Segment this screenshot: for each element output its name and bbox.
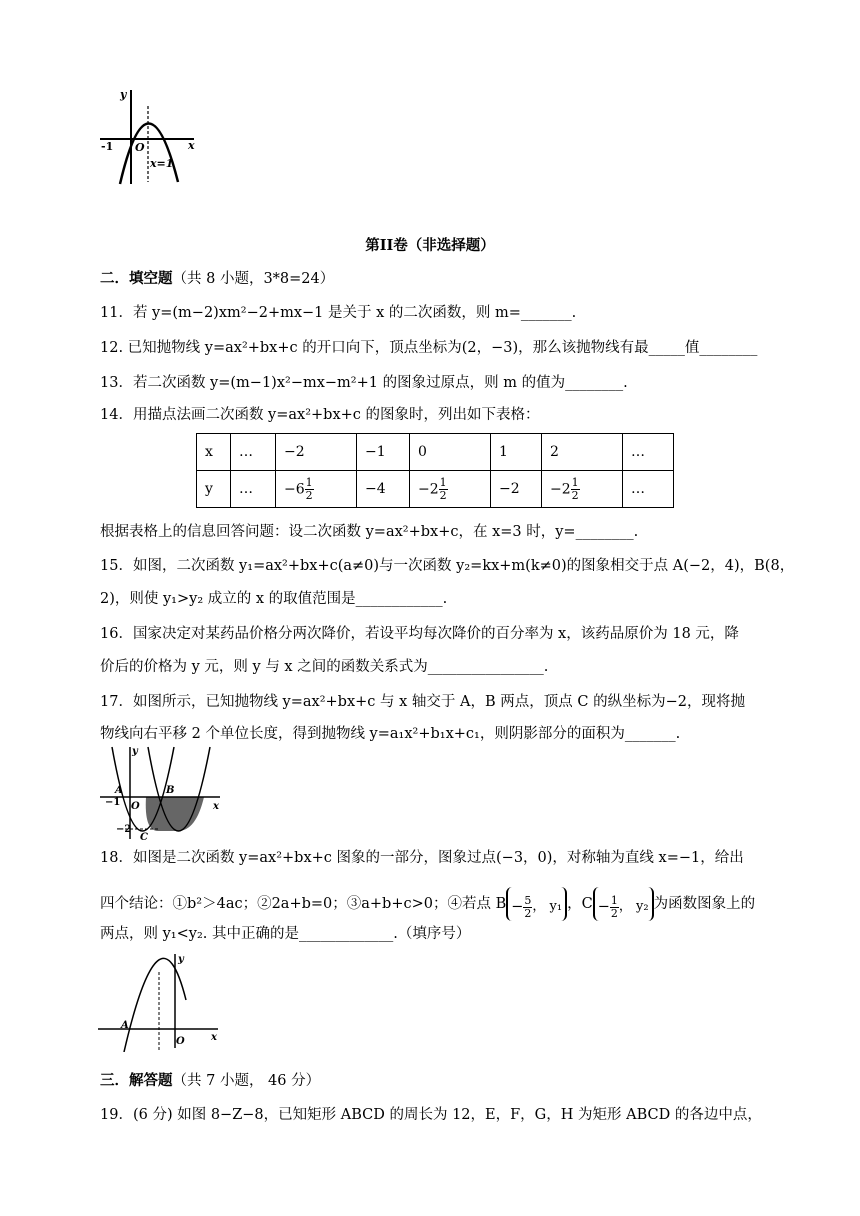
fig17-C: C: [140, 832, 148, 840]
table-cell: …: [623, 434, 674, 471]
table-cell: 1: [491, 434, 542, 471]
question-16-line-2: 价后的价格为 y 元，则 y 与 x 之间的函数关系式为________________.: [100, 659, 549, 675]
table-cell: y: [197, 471, 231, 508]
fig17-A: A: [115, 785, 123, 796]
section-2-note: （共 8 小题，3*8=24）: [172, 271, 335, 287]
table-cell: [410, 471, 491, 508]
question-11: 11．若 y=(m−2)xm²−2+mx−1 是关于 x 的二次函数，则 m=_______.: [100, 305, 577, 321]
question-14: 14．用描点法画二次函数 y=ax²+bx+c 的图象时，列出如下表格：: [100, 407, 540, 423]
question-14-followup: 根据表格上的信息回答问题：设二次函数 y=ax²+bx+c，在 x=3 时，y=________.: [100, 524, 639, 540]
fig18-y: y: [178, 954, 184, 965]
parabola-figure-top: [98, 84, 202, 188]
point-b-coords: − $\frac{5}{2}$ ， y₁: [506, 887, 567, 921]
table-cell: 2: [542, 434, 623, 471]
numerator: 1: [610, 893, 618, 907]
fig17-neg2: −2: [116, 824, 132, 835]
fraction: [305, 477, 314, 502]
q18-post: 为函数图象上的: [653, 896, 756, 912]
q18-mid: ，C: [567, 896, 593, 912]
section-3-label: 三．解答题: [100, 1072, 173, 1089]
question-15-line-2: 2)，则使 y₁>y₂ 成立的 x 的取值范围是____________.: [100, 591, 448, 607]
numerator: 1: [571, 475, 579, 489]
section-3-heading: [100, 1071, 320, 1091]
table-cell: …: [231, 471, 276, 508]
question-18-line-1: 18．如图是二次函数 y=ax²+bx+c 图象的一部分，图象过点(−3，0)，对称轴为直线 x=−1，给出: [100, 850, 744, 866]
denominator: 2: [524, 906, 532, 920]
fig17-y: y: [132, 746, 138, 757]
part-title: 第II卷（非选择题）: [365, 237, 495, 254]
table-row-x: [197, 434, 674, 471]
fig18-x: x: [211, 1032, 217, 1043]
table-cell: −4: [357, 471, 410, 508]
fig17-B: B: [166, 785, 175, 796]
table-cell: −2: [276, 434, 357, 471]
question-18-line-2: [100, 884, 755, 924]
question-16-line-1: 16．国家决定对某药品价格分两次降价，若设平均每次降价的百分率为 x，该药品原价为 18 元，降: [100, 626, 739, 642]
b-y: y₁: [549, 899, 563, 914]
section-2-heading: [100, 269, 334, 289]
parabola-figure-18: [98, 952, 222, 1052]
fig-top-x: x: [188, 139, 195, 152]
section-2-label: 二．填空题: [100, 270, 173, 287]
table-cell: 0: [410, 434, 491, 471]
c-y: y₂: [636, 899, 649, 914]
fig17-neg1: −1: [105, 797, 121, 808]
fig-top-axis-label: x=1: [150, 157, 174, 170]
table-cell: −2: [491, 471, 542, 508]
fig-top-neg-one: -1: [101, 140, 114, 153]
fraction: [571, 477, 580, 502]
fraction: [610, 895, 619, 920]
fig17-x: x: [213, 801, 219, 812]
denominator: 2: [439, 488, 447, 502]
question-15-line-1: 15．如图，二次函数 y₁=ax²+bx+c(a≠0)与一次函数 y₂=kx+m(k≠0)的图象相交于点 A(−2，4)，B(8，: [100, 558, 795, 574]
question-17-line-1: 17．如图所示，已知抛物线 y=ax²+bx+c 与 x 轴交于 A，B 两点，顶点 C 的纵坐标为−2，现将抛: [100, 694, 745, 710]
q18-pre: 四个结论：①b²＞4ac；②2a+b=0；③a+b+c>0；④若点 B: [100, 896, 507, 912]
table-cell: −1: [357, 434, 410, 471]
fig17-O: O: [131, 801, 140, 812]
fig-top-origin: O: [135, 141, 145, 154]
denominator: 2: [305, 488, 313, 502]
fig-top-y: y: [120, 88, 127, 101]
numerator: 5: [524, 893, 532, 907]
question-19: 19．(6 分) 如图 8−Z−8，已知矩形 ABCD 的周长为 12，E，F，G，H 为矩形 ABCD 的各边中点，: [100, 1107, 762, 1123]
section-3-note: （共 7 小题， 46 分）: [172, 1073, 321, 1089]
fraction: [439, 477, 448, 502]
b-sign: −: [511, 899, 524, 915]
table-cell: [276, 471, 357, 508]
denominator: 2: [571, 488, 579, 502]
question-13: 13．若二次函数 y=(m−1)x²−mx−m²+1 的图象过原点，则 m 的值为________.: [100, 375, 628, 391]
mixed-whole: −2: [550, 481, 571, 497]
mixed-whole: −6: [284, 481, 305, 497]
point-c-coords: − $\frac{1}{2}$ ， y₂: [593, 887, 654, 921]
table-cell: …: [623, 471, 674, 508]
value-table: [196, 433, 674, 508]
denominator: 2: [610, 906, 618, 920]
question-17-line-2: 物线向右平移 2 个单位长度，得到抛物线 y=a₁x²+b₁x+c₁，则阴影部分的面积为_______.: [100, 726, 681, 742]
table-row-y: [197, 471, 674, 508]
fig18-A: A: [121, 1020, 129, 1031]
table-cell: [542, 471, 623, 508]
question-12: 12. 已知抛物线 y=ax²+bx+c 的开口向下，顶点坐标为(2，−3)，那么该抛物线有最_____值________: [100, 340, 758, 356]
table-cell: x: [197, 434, 231, 471]
question-18-line-3: 两点，则 y₁<y₂. 其中正确的是_____________.（填序号）: [100, 926, 471, 942]
c-sign: −: [597, 899, 610, 915]
numerator: 1: [439, 475, 447, 489]
shaded-parabola-figure: [100, 745, 224, 840]
mixed-whole: −2: [418, 481, 439, 497]
fig18-O: O: [176, 1036, 185, 1047]
table-cell: …: [231, 434, 276, 471]
numerator: 1: [305, 475, 313, 489]
